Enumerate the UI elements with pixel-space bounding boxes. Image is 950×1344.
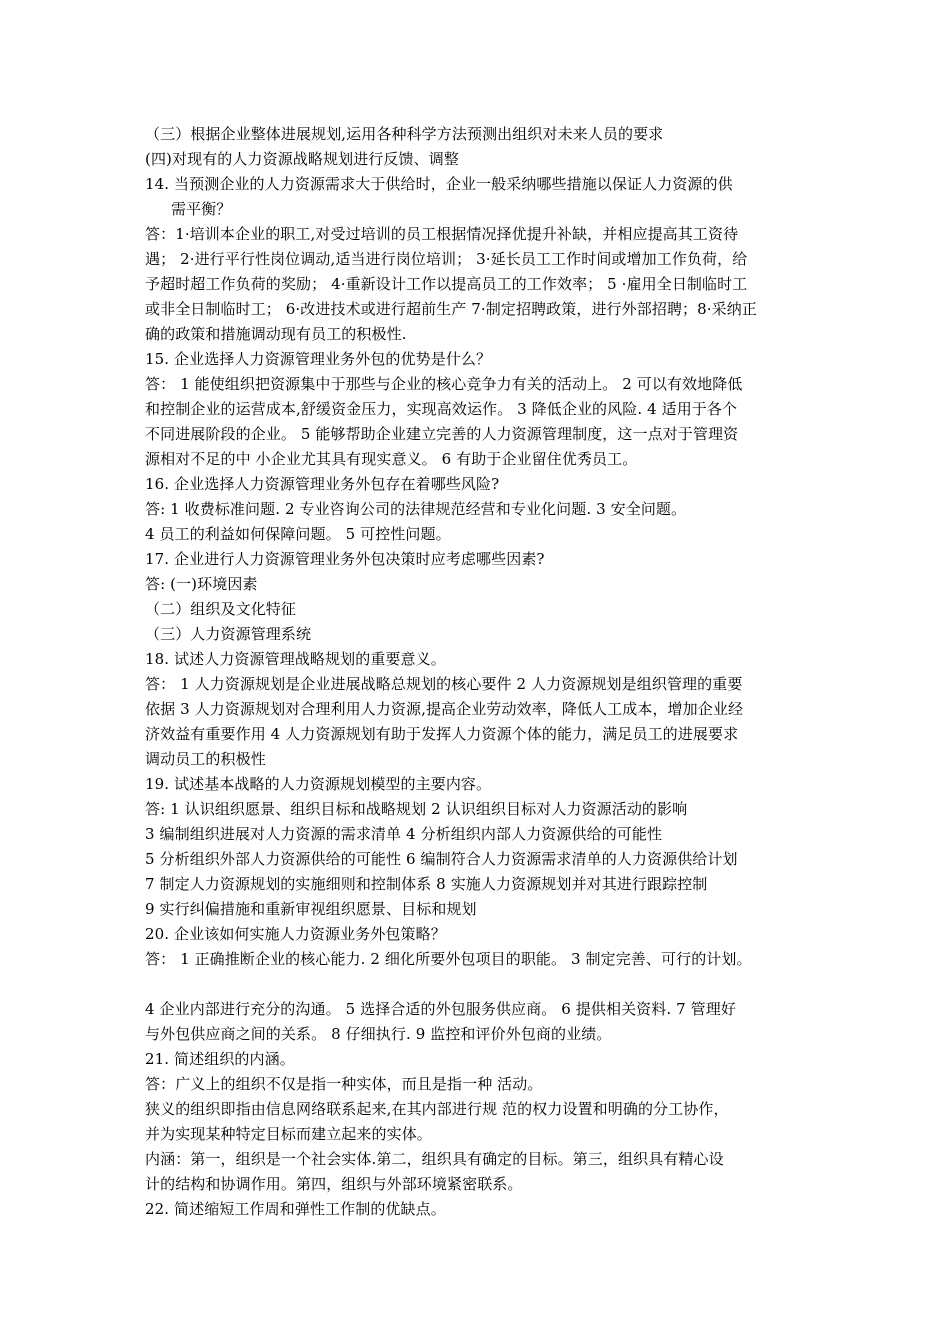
text-line: (四)对现有的人力资源战略规划进行反馈、调整 bbox=[145, 150, 459, 168]
answer-line: 济效益有重要作用 4 人力资源规划有助于发挥人力资源个体的能力，满足员工的进展要求 bbox=[145, 725, 739, 743]
question-heading: 17. 企业进行人力资源管理业务外包决策时应考虑哪些因素? bbox=[145, 550, 545, 568]
question-heading: 18. 试述人力资源管理战略规划的重要意义。 bbox=[145, 650, 446, 668]
text-line: （三）根据企业整体进展规划,运用各种科学方法预测出组织对未来人员的要求 bbox=[145, 125, 664, 143]
blank-line bbox=[145, 972, 825, 997]
answer-line: 依据 3 人力资源规划对合理利用人力资源,提高企业劳动效率，降低人工成本，增加企业经 bbox=[145, 700, 744, 718]
answer-line: 4 员工的利益如何保障问题。 5 可控性问题。 bbox=[145, 525, 451, 543]
answer-line: 遇； 2·进行平行性岗位调动,适当进行岗位培训； 3·延长员工工作时间或增加工作负荷，给 bbox=[145, 250, 748, 268]
question-heading: 需平衡？ bbox=[171, 200, 232, 218]
answer-line: 计的结构和协调作用。第四，组织与外部环境紧密联系。 bbox=[145, 1175, 523, 1193]
answer-line: 答： 1 能使组织把资源集中于那些与企业的核心竞争力有关的活动上。 2 可以有效地降低 bbox=[145, 375, 743, 393]
question-heading: 22. 简述缩短工作周和弹性工作制的优缺点。 bbox=[145, 1200, 446, 1218]
answer-line: 调动员工的积极性 bbox=[145, 750, 266, 768]
answer-line: 答： 1 人力资源规划是企业进展战略总规划的核心要件 2 人力资源规划是组织管理的重要 bbox=[145, 675, 743, 693]
question-heading: 19. 试述基本战略的人力资源规划模型的主要内容。 bbox=[145, 775, 492, 793]
answer-line: 答: 1 收费标准问题. 2 专业咨询公司的法律规范经营和专业化问题. 3 安全问题。 bbox=[145, 500, 687, 518]
answer-line: （二）组织及文化特征 bbox=[145, 600, 297, 618]
answer-line: 和控制企业的运营成本,舒缓资金压力，实现高效运作。 3 降低企业的风险. 4 适用于各个 bbox=[145, 400, 738, 418]
answer-line: 答： 1 正确推断企业的核心能力. 2 细化所要外包项目的职能。 3 制定完善、可行的计划。 bbox=[145, 950, 752, 968]
answer-line: 不同进展阶段的企业。 5 能够帮助企业建立完善的人力资源管理制度，这一点对于管理资 bbox=[145, 425, 739, 443]
answer-line: 答：广义上的组织不仅是指一种实体，而且是指一种 活动。 bbox=[145, 1075, 543, 1093]
document-body bbox=[145, 122, 825, 1222]
answer-line: 答：1·培训本企业的职工,对受过培训的员工根据情况择优提升补缺，并相应提高其工资待 bbox=[145, 225, 739, 243]
answer-line: 并为实现某种特定目标而建立起来的实体。 bbox=[145, 1125, 432, 1143]
answer-line: 答: (一)环境因素 bbox=[145, 575, 258, 593]
answer-line: 4 企业内部进行充分的沟通。 5 选择合适的外包服务供应商。 6 提供相关资料. 7 管理好 bbox=[145, 1000, 736, 1018]
question-heading: 20. 企业该如何实施人力资源业务外包策略？ bbox=[145, 925, 446, 943]
answer-line: 予超时超工作负荷的奖励； 4·重新设计工作以提高员工的工作效率； 5 ·雇用全日制临时工 bbox=[145, 275, 748, 293]
answer-line: 确的政策和措施调动现有员工的积极性. bbox=[145, 325, 407, 343]
answer-line: 3 编制组织进展对人力资源的需求清单 4 分析组织内部人力资源供给的可能性 bbox=[145, 825, 663, 843]
answer-line: 7 制定人力资源规划的实施细则和控制体系 8 实施人力资源规划并对其进行跟踪控制 bbox=[145, 875, 708, 893]
answer-line: 内涵：第一，组织是一个社会实体.第二，组织具有确定的目标。第三，组织具有精心设 bbox=[145, 1150, 724, 1168]
answer-line: 9 实行纠偏措施和重新审视组织愿景、目标和规划 bbox=[145, 900, 477, 918]
answer-line: 狭义的组织即指由信息网络联系起来,在其内部进行规 范的权力设置和明确的分工协作， bbox=[145, 1100, 729, 1118]
question-heading: 21. 简述组织的内涵。 bbox=[145, 1050, 295, 1068]
answer-line: （三）人力资源管理系统 bbox=[145, 625, 312, 643]
answer-line: 5 分析组织外部人力资源供给的可能性 6 编制符合人力资源需求清单的人力资源供给计划 bbox=[145, 850, 738, 868]
question-heading: 14. 当预测企业的人力资源需求大于供给时，企业一般采纳哪些措施以保证人力资源的供 bbox=[145, 175, 733, 193]
answer-line: 答: 1 认识组织愿景、组织目标和战略规划 2 认识组织目标对人力资源活动的影响 bbox=[145, 800, 688, 818]
question-heading: 16. 企业选择人力资源管理业务外包存在着哪些风险? bbox=[145, 475, 500, 493]
answer-line: 与外包供应商之间的关系。 8 仔细执行. 9 监控和评价外包商的业绩。 bbox=[145, 1025, 612, 1043]
question-heading: 15. 企业选择人力资源管理业务外包的优势是什么？ bbox=[145, 350, 492, 368]
answer-line: 源相对不足的中 小企业尤其具有现实意义。 6 有助于企业留住优秀员工。 bbox=[145, 450, 638, 468]
answer-line: 或非全日制临时工； 6·改进技术或进行超前生产 7·制定招聘政策，进行外部招聘；8·采纳正 bbox=[145, 300, 757, 318]
